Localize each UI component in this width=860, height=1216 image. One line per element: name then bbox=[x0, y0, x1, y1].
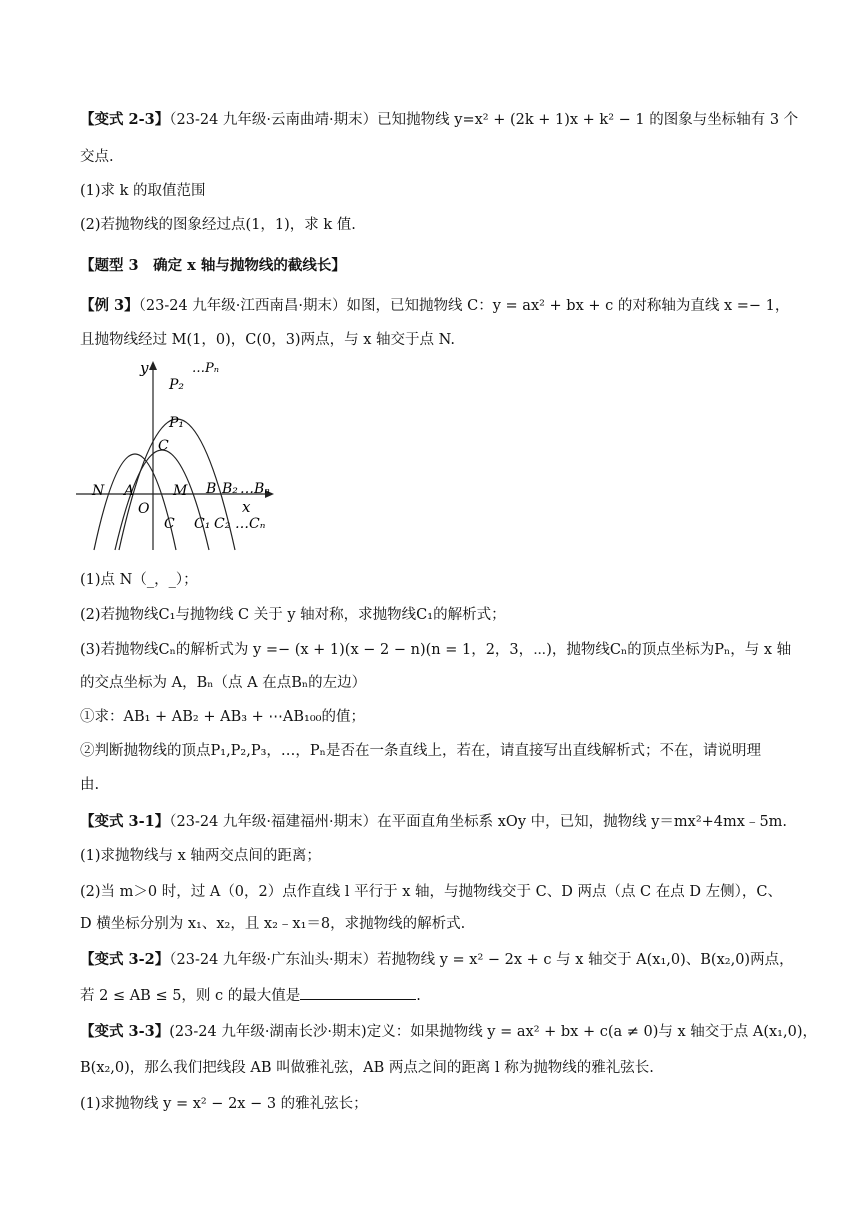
label-y: y bbox=[140, 359, 149, 377]
variant-2-3-stem bbox=[80, 110, 798, 130]
label-o: O bbox=[138, 501, 150, 517]
label-bn: …Bₙ bbox=[240, 481, 270, 497]
y-axis-arrow bbox=[149, 361, 157, 370]
variant-3-2-tag: 【变式 3-2】 bbox=[80, 951, 170, 968]
example-3-stem-cont: 且抛物线经过 M(1，0)，C(0，3)两点，与 x 轴交于点 N. bbox=[80, 332, 455, 348]
example-3-q1: (1)点 N（_，_）； bbox=[80, 572, 198, 588]
label-c2: C₂ bbox=[214, 516, 231, 532]
variant-3-1-stem bbox=[80, 812, 787, 832]
label-x: x bbox=[242, 498, 251, 516]
variant-3-2-stem-cont bbox=[80, 985, 421, 1006]
example-3-q3-cont: 的交点坐标为 A，Bₙ（点 A 在点Bₙ的左边） bbox=[80, 675, 367, 691]
variant-3-1-q2-cont: D 横坐标分别为 x₁、x₂，且 x₂﹣x₁＝8，求抛物线的解析式. bbox=[80, 916, 466, 932]
variant-2-3-q2: (2)若抛物线的图象经过点(1，1)，求 k 值. bbox=[80, 217, 356, 233]
variant-3-3-tag: 【变式 3-3】 bbox=[80, 1023, 170, 1040]
parabola-family-figure bbox=[72, 356, 282, 556]
example-3-tag: 【例 3】 bbox=[80, 297, 139, 314]
variant-2-3-stem-cont: 交点. bbox=[80, 149, 114, 165]
variant-2-3-tag: 【变式 2-3】 bbox=[80, 111, 170, 128]
label-p2: P₂ bbox=[169, 377, 185, 393]
label-c1: C₁ bbox=[194, 516, 211, 532]
variant-3-2-text: 若抛物线 y = x² − 2x + c 与 x 轴交于 A(x₁,0)、B(x₂,0)两点， bbox=[377, 952, 794, 968]
variant-3-2-stem bbox=[80, 950, 794, 970]
label-cn: …Cₙ bbox=[235, 516, 266, 532]
variant-3-2-condition: 若 2 ≤ AB ≤ 5，则 c 的最大值是 bbox=[80, 988, 301, 1004]
example-3-source: （23-24 九年级·江西南昌·期末） bbox=[138, 298, 347, 314]
variant-2-3-source: （23-24 九年级·云南曲靖·期末） bbox=[169, 112, 378, 128]
example-3-q3-ii: ②判断抛物线的顶点P₁,P₂,P₃，…，Pₙ是否在一条直线上，若在，请直接写出直线解析式；不在，请说明理 bbox=[80, 743, 761, 759]
variant-3-1-text: 在平面直角坐标系 xOy 中，已知，抛物线 y＝mx²+4mx﹣5m. bbox=[377, 814, 788, 830]
variant-3-1-q1: (1)求抛物线与 x 轴两交点间的距离； bbox=[80, 848, 321, 864]
variant-3-3-q1: (1)求抛物线 y = x² − 2x − 3 的雅礼弦长； bbox=[80, 1096, 368, 1112]
variant-3-3-stem-cont: B(x₂,0)，那么我们把线段 AB 叫做雅礼弦，AB 两点之间的距离 l 称为抛物线的雅礼弦长. bbox=[80, 1060, 654, 1076]
variant-3-2-period: . bbox=[416, 988, 421, 1004]
variant-3-3-text: 定义：如果抛物线 y = ax² + bx + c(a ≠ 0)与 x 轴交于点 A(x₁,0)， bbox=[366, 1024, 817, 1040]
label-b2: B₂ bbox=[222, 481, 238, 497]
label-c-curve: C bbox=[164, 516, 175, 532]
variant-3-2-source: （23-24 九年级·广东汕头·期末） bbox=[169, 952, 378, 968]
label-n: N bbox=[92, 483, 105, 499]
variant-3-3-stem bbox=[80, 1022, 817, 1042]
example-3-stem bbox=[80, 296, 789, 316]
example-3-q3-i: ①求：AB₁ + AB₂ + AB₃ + ⋯AB₁₀₀的值； bbox=[80, 709, 365, 725]
variant-2-3-q1: (1)求 k 的取值范围 bbox=[80, 183, 206, 199]
example-3-q2: (2)若抛物线C₁与抛物线 C 关于 y 轴对称，求抛物线C₁的解析式； bbox=[80, 607, 506, 623]
example-3-q3: (3)若抛物线Cₙ的解析式为 y =− (x + 1)(x − 2 − n)(n = 1，2，3，⋯)，抛物线Cₙ的顶点坐标为Pₙ，与 x 轴 bbox=[80, 642, 792, 658]
variant-3-1-q2: (2)当 m＞0 时，过 A（0，2）点作直线 l 平行于 x 轴，与抛物线交于 C、D 两点（点 C 在点 D 左侧），C、 bbox=[80, 884, 782, 900]
variant-3-3-source: (23-24 九年级·湖南长沙·期末) bbox=[169, 1024, 367, 1040]
parabola-c bbox=[94, 454, 176, 550]
label-c-point: C bbox=[158, 438, 169, 454]
variant-2-3-text: 已知抛物线 y=x² + (2k + 1)x + k² − 1 的图象与坐标轴有 3 个 bbox=[377, 112, 799, 128]
variant-3-1-tag: 【变式 3-1】 bbox=[80, 813, 170, 830]
section-heading-type-3: 【题型 3 确定 x 轴与抛物线的截线长】 bbox=[80, 257, 346, 274]
label-b: B bbox=[206, 481, 217, 497]
label-p1: P₁ bbox=[169, 415, 185, 431]
example-3-q3-ii-cont: 由. bbox=[80, 777, 100, 793]
label-a: A bbox=[124, 483, 135, 499]
example-3-text: 如图，已知抛物线 C：y = ax² + bx + c 的对称轴为直线 x =− 1， bbox=[346, 298, 790, 314]
label-m: M bbox=[173, 483, 188, 499]
label-pn: …Pₙ bbox=[192, 361, 220, 376]
variant-3-1-source: （23-24 九年级·福建福州·期末） bbox=[169, 814, 378, 830]
answer-blank bbox=[300, 985, 416, 1000]
parabola-c1 bbox=[115, 450, 209, 550]
